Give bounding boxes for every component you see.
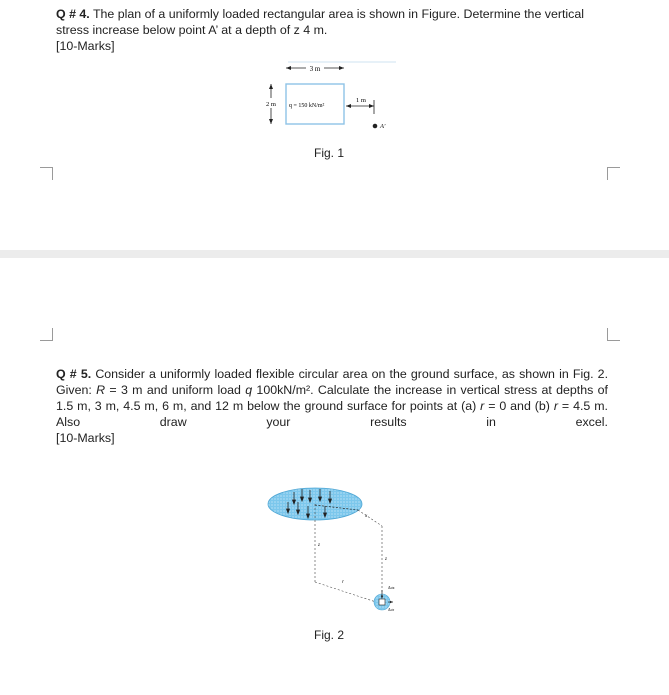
fig1-width-label: 3 m bbox=[309, 65, 321, 73]
fig1-load-label: q = 150 kN/m² bbox=[289, 103, 325, 109]
page-2 bbox=[0, 258, 669, 695]
question-5-paragraph bbox=[56, 366, 608, 430]
fig1-point-label: A' bbox=[380, 123, 386, 130]
question-5-text-a: Consider a uniformly loaded flexible circular area on the ground surface, as shown in Fig. 2. Given: bbox=[56, 367, 609, 397]
word: Also bbox=[56, 415, 81, 429]
fig2-x-label: x bbox=[365, 514, 368, 519]
fig2-z-label-left: z bbox=[318, 543, 320, 548]
fig1-offset-label: 1 m bbox=[356, 97, 366, 104]
word: m. bbox=[594, 399, 608, 413]
fig2-delta-sigma-r: Δσr bbox=[388, 607, 395, 612]
fig2-z-label-right: z bbox=[385, 557, 387, 562]
page-1 bbox=[0, 0, 669, 250]
point-a-prime-dot bbox=[373, 124, 378, 129]
crop-mark-top-right bbox=[607, 167, 620, 180]
fig2-r-label: r bbox=[342, 580, 344, 585]
question-5-text-c: 100kN/m². Calculate the increase in vertical stress at depths of 1.5 m, 3 m, 4.5 m, 6 m, and 12 m below the ground surface for points at (a) bbox=[56, 383, 608, 413]
word: results bbox=[370, 415, 407, 429]
question-5-text-b: = 3 m and uniform load bbox=[105, 383, 246, 397]
symbol-R: R bbox=[96, 383, 106, 397]
question-5-marks: [10-Marks] bbox=[56, 431, 115, 445]
crop-mark-top-left bbox=[40, 167, 53, 180]
question-4 bbox=[56, 6, 608, 54]
question-5-title: Q # 5. bbox=[56, 367, 92, 381]
page-separator bbox=[0, 250, 669, 258]
question-4-marks: [10-Marks] bbox=[56, 39, 115, 53]
word: draw bbox=[159, 415, 187, 429]
question-5-text-d: = 0 and bbox=[484, 399, 531, 413]
question-4-text: The plan of a uniformly loaded rectangular area is shown in Figure. Determine the vertical stress increase below point A’ at a depth of z 4 m. bbox=[56, 7, 585, 37]
word: excel. bbox=[575, 415, 608, 429]
figure-1-rectangular-plan bbox=[258, 60, 408, 140]
crop-mark-bottom-right bbox=[607, 328, 620, 341]
figure-2-circular-load bbox=[262, 486, 412, 618]
symbol-r: r bbox=[480, 399, 485, 413]
word: in bbox=[486, 415, 496, 429]
word: (b) bbox=[534, 399, 550, 413]
question-4-title: Q # 4. bbox=[56, 7, 90, 21]
figure-1-caption: Fig. 1 bbox=[314, 146, 345, 160]
symbol-q: q bbox=[245, 383, 253, 397]
figure-2-caption: Fig. 2 bbox=[314, 628, 345, 642]
word: 4.5 bbox=[573, 399, 591, 413]
crop-mark-bottom-left bbox=[40, 328, 53, 341]
fig2-delta-sigma-z: Δσz bbox=[388, 585, 395, 590]
word: = bbox=[561, 399, 570, 413]
question-5 bbox=[56, 366, 608, 446]
word: r bbox=[553, 399, 558, 413]
word: your bbox=[266, 415, 291, 429]
fig1-height-label: 2 m bbox=[266, 101, 276, 108]
